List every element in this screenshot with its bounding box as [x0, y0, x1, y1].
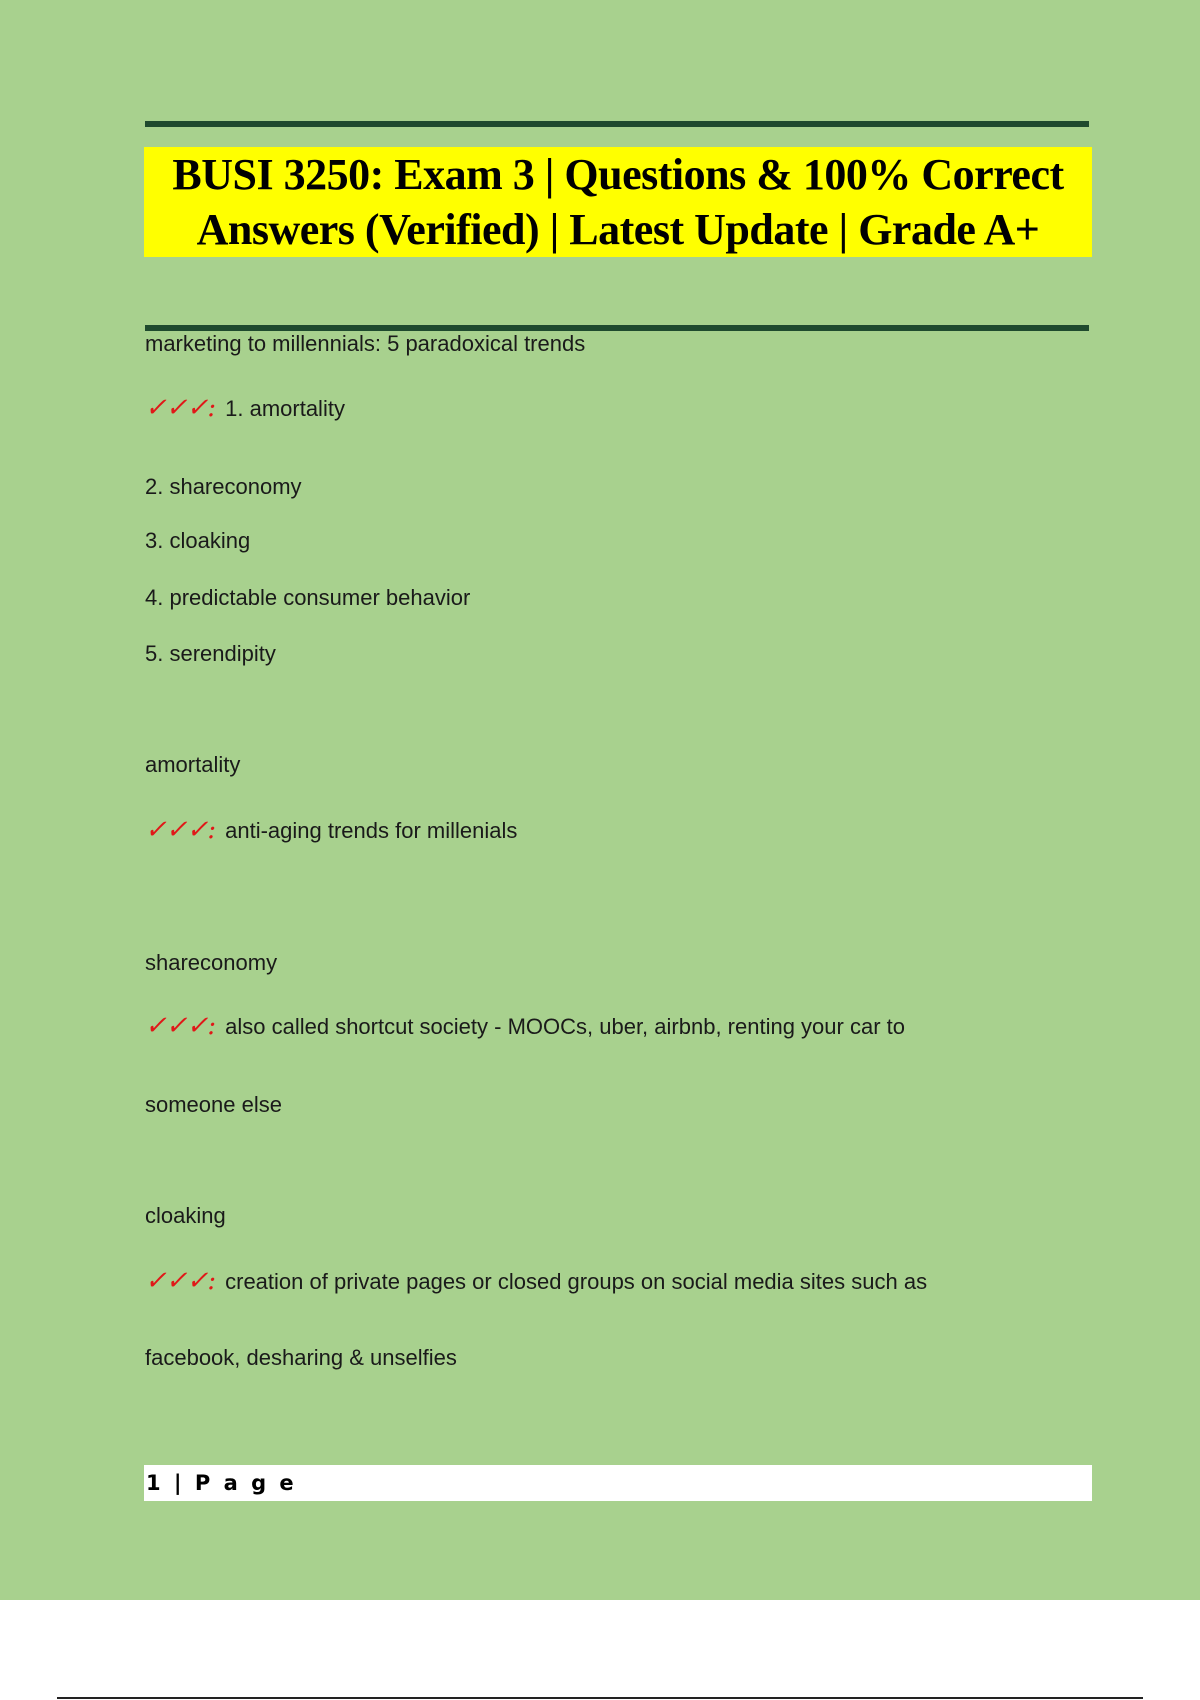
answer-text: 4. predictable consumer behavior — [145, 585, 471, 610]
answer-line — [145, 815, 517, 845]
document-title: BUSI 3250: Exam 3 | Questions & 100% Correct Answers (Verified) | Latest Update | Grade A+ — [172, 150, 1064, 254]
question-text: shareconomy — [145, 950, 278, 975]
bottom-divider — [57, 1697, 1143, 1699]
answer-line — [145, 393, 345, 423]
page-footer — [144, 1465, 1092, 1501]
check-mark-icon: ✓✓✓: — [145, 1011, 216, 1041]
title-highlight — [144, 147, 1092, 257]
answer-text: 5. serendipity — [145, 641, 276, 666]
answer-line — [145, 1011, 905, 1041]
check-mark-icon: ✓✓✓: — [145, 815, 216, 845]
question-text: cloaking — [145, 1203, 226, 1228]
top-divider — [145, 121, 1089, 127]
check-mark-icon: ✓✓✓: — [145, 1266, 216, 1296]
check-mark-icon: ✓✓✓: — [145, 393, 216, 423]
answer-text: 3. cloaking — [145, 528, 251, 553]
answer-text: 2. shareconomy — [145, 474, 302, 499]
answer-text-continued: facebook, desharing & unselfies — [145, 1345, 457, 1370]
question-text: marketing to millennials: 5 paradoxical trends — [145, 331, 586, 356]
answer-text: anti-aging trends for millenials — [225, 818, 518, 843]
answer-line — [145, 1266, 927, 1296]
answer-text: 1. amortality — [225, 396, 345, 421]
page-number: 1 | P a g e — [146, 1471, 297, 1495]
answer-text: also called shortcut society - MOOCs, uber, airbnb, renting your car to — [225, 1014, 905, 1039]
question-text: amortality — [145, 752, 241, 777]
answer-text-continued: someone else — [145, 1092, 282, 1117]
answer-text: creation of private pages or closed groups on social media sites such as — [225, 1269, 928, 1294]
